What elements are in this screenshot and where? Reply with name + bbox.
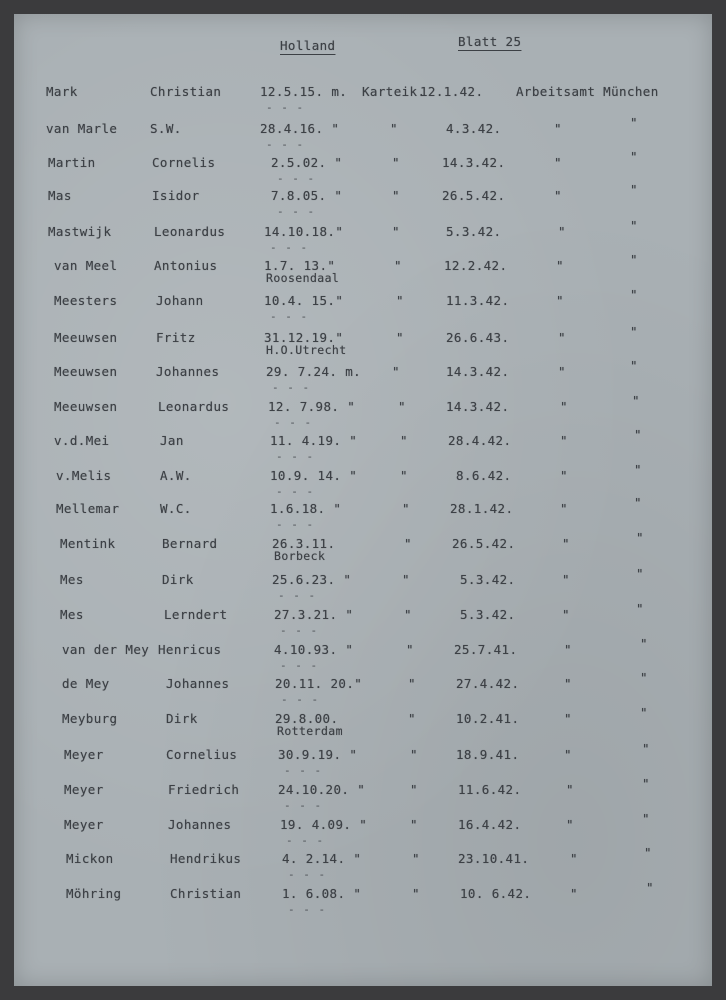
row-surname: Mes	[60, 572, 84, 587]
row-source: "	[392, 364, 400, 379]
row-birth: 19. 4.09. "	[280, 817, 368, 832]
birthdate-underline-mark: - - -	[278, 589, 317, 602]
birthdate-underline-mark: - - -	[272, 381, 311, 394]
row-office-ditto: "	[634, 495, 642, 510]
row-office: "	[560, 433, 568, 448]
row-surname: van Meel	[54, 258, 118, 273]
row-source: "	[402, 572, 410, 587]
row-given: Henricus	[158, 642, 222, 657]
row-surname: Meyer	[64, 782, 104, 797]
row-office-ditto: "	[630, 287, 638, 302]
row-source: "	[404, 607, 412, 622]
row-office-ditto: "	[640, 705, 648, 720]
row-given: Fritz	[156, 330, 196, 345]
row-surname: Mastwijk	[48, 224, 112, 239]
row-office-ditto: "	[640, 670, 648, 685]
row-office: "	[570, 886, 578, 901]
header-country: Holland	[280, 38, 336, 53]
row-birth: 1.6.18. "	[270, 501, 342, 516]
row-given: Christian	[170, 886, 242, 901]
row-date: 12.1.42.	[420, 84, 484, 99]
row-surname: Mellemar	[56, 501, 120, 516]
row-date: 10. 6.42.	[460, 886, 532, 901]
row-office-ditto: "	[630, 218, 638, 233]
row-source: Karteik.	[362, 84, 426, 99]
row-given: S.W.	[150, 121, 182, 136]
row-birth: 10.4. 15."	[264, 293, 344, 308]
birthdate-underline-mark: - - -	[277, 205, 316, 218]
row-birth: 29. 7.24. m.	[266, 364, 362, 379]
row-surname: Möhring	[66, 886, 122, 901]
row-date: 5.3.42.	[460, 607, 516, 622]
row-birth: 12.5.15. m.	[260, 84, 348, 99]
row-birth: 27.3.21. "	[274, 607, 354, 622]
row-office: "	[564, 642, 572, 657]
birthdate-underline-mark: - - -	[284, 799, 323, 812]
row-surname: Martin	[48, 155, 96, 170]
row-office: "	[556, 258, 564, 273]
row-birth: 30.9.19. "	[278, 747, 358, 762]
row-birth: 26.3.11.	[272, 536, 336, 551]
row-office: "	[554, 188, 562, 203]
row-source: "	[390, 121, 398, 136]
row-office-ditto: "	[630, 252, 638, 267]
row-birthplace: Borbeck	[274, 549, 326, 563]
row-source: "	[400, 433, 408, 448]
row-office-ditto: "	[642, 811, 650, 826]
row-office: "	[570, 851, 578, 866]
row-birth: 4. 2.14. "	[282, 851, 362, 866]
row-given: Johann	[156, 293, 204, 308]
row-source: "	[394, 258, 402, 273]
row-date: 14.3.42.	[442, 155, 506, 170]
row-office: "	[562, 572, 570, 587]
row-source: "	[408, 711, 416, 726]
birthdate-underline-mark: - - -	[266, 138, 305, 151]
row-office: "	[562, 536, 570, 551]
row-office-ditto: "	[630, 115, 638, 130]
row-given: Antonius	[154, 258, 218, 273]
row-source: "	[392, 155, 400, 170]
row-source: "	[404, 536, 412, 551]
row-date: 26.5.42.	[442, 188, 506, 203]
row-birth: 14.10.18."	[264, 224, 344, 239]
row-given: Johannes	[156, 364, 220, 379]
row-office: "	[554, 155, 562, 170]
row-given: W.C.	[160, 501, 192, 516]
row-date: 26.5.42.	[452, 536, 516, 551]
row-date: 12.2.42.	[444, 258, 508, 273]
row-surname: van der Mey	[62, 642, 150, 657]
header-sheet: Blatt 25	[458, 34, 522, 49]
row-office-ditto: "	[630, 358, 638, 373]
row-surname: Mark	[46, 84, 78, 99]
row-source: "	[402, 501, 410, 516]
row-birth: 29.8.00.	[275, 711, 339, 726]
row-source: "	[398, 399, 406, 414]
row-given: Leonardus	[154, 224, 226, 239]
birthdate-underline-mark: - - -	[276, 485, 315, 498]
row-source: "	[392, 188, 400, 203]
row-source: "	[396, 293, 404, 308]
row-surname: Meeuwsen	[54, 399, 118, 414]
row-given: Leonardus	[158, 399, 230, 414]
row-birth: 11. 4.19. "	[270, 433, 358, 448]
row-office-ditto: "	[642, 741, 650, 756]
row-surname: Mickon	[66, 851, 114, 866]
row-surname: Meyburg	[62, 711, 118, 726]
row-office: Arbeitsamt München	[516, 84, 659, 99]
birthdate-underline-mark: - - -	[276, 518, 315, 531]
row-source: "	[408, 676, 416, 691]
row-office-ditto: "	[640, 636, 648, 651]
row-given: Cornelis	[152, 155, 216, 170]
row-date: 11.3.42.	[446, 293, 510, 308]
row-office: "	[554, 121, 562, 136]
row-office: "	[556, 293, 564, 308]
birthdate-underline-mark: - - -	[286, 834, 325, 847]
row-surname: Meeuwsen	[54, 330, 118, 345]
row-date: 10.2.41.	[456, 711, 520, 726]
row-office-ditto: "	[636, 601, 644, 616]
birthdate-underline-mark: - - -	[280, 624, 319, 637]
row-date: 14.3.42.	[446, 399, 510, 414]
row-source: "	[410, 747, 418, 762]
row-office-ditto: "	[630, 182, 638, 197]
row-office: "	[566, 817, 574, 832]
row-date: 4.3.42.	[446, 121, 502, 136]
row-date: 5.3.42.	[446, 224, 502, 239]
row-given: Friedrich	[168, 782, 240, 797]
row-date: 5.3.42.	[460, 572, 516, 587]
row-office-ditto: "	[630, 324, 638, 339]
row-office-ditto: "	[636, 566, 644, 581]
row-office: "	[564, 747, 572, 762]
row-source: "	[396, 330, 404, 345]
row-surname: v.d.Mei	[54, 433, 110, 448]
row-office-ditto: "	[636, 530, 644, 545]
row-surname: Meeuwsen	[54, 364, 118, 379]
birthdate-underline-mark: - - -	[266, 101, 305, 114]
row-office: "	[558, 224, 566, 239]
row-date: 16.4.42.	[458, 817, 522, 832]
row-office-ditto: "	[634, 427, 642, 442]
birthdate-underline-mark: - - -	[274, 416, 313, 429]
row-given: Christian	[150, 84, 222, 99]
row-given: Bernard	[162, 536, 218, 551]
row-birth: 1.7. 13."	[264, 258, 336, 273]
row-surname: Meesters	[54, 293, 118, 308]
row-surname: van Marle	[46, 121, 118, 136]
row-surname: Meyer	[64, 817, 104, 832]
row-date: 23.10.41.	[458, 851, 530, 866]
row-birth: 24.10.20. "	[278, 782, 366, 797]
row-surname: Meyer	[64, 747, 104, 762]
row-surname: v.Melis	[56, 468, 112, 483]
birthdate-underline-mark: - - -	[277, 172, 316, 185]
row-office: "	[564, 676, 572, 691]
row-office-ditto: "	[632, 393, 640, 408]
row-date: 11.6.42.	[458, 782, 522, 797]
row-birth: 20.11. 20."	[275, 676, 363, 691]
row-given: Dirk	[162, 572, 194, 587]
row-birth: 4.10.93. "	[274, 642, 354, 657]
row-date: 25.7.41.	[454, 642, 518, 657]
row-given: Johannes	[166, 676, 230, 691]
row-given: A.W.	[160, 468, 192, 483]
row-date: 26.6.43.	[446, 330, 510, 345]
row-office: "	[560, 468, 568, 483]
row-office: "	[566, 782, 574, 797]
birthdate-underline-mark: - - -	[281, 693, 320, 706]
row-source: "	[412, 851, 420, 866]
row-date: 14.3.42.	[446, 364, 510, 379]
row-office-ditto: "	[642, 776, 650, 791]
row-office-ditto: "	[634, 462, 642, 477]
birthdate-underline-mark: - - -	[270, 310, 309, 323]
row-birth: 12. 7.98. "	[268, 399, 356, 414]
row-date: 27.4.42.	[456, 676, 520, 691]
row-source: "	[406, 642, 414, 657]
row-office: "	[560, 399, 568, 414]
row-birth: 1. 6.08. "	[282, 886, 362, 901]
birthdate-underline-mark: - - -	[270, 241, 309, 254]
row-surname: Mentink	[60, 536, 116, 551]
document-page	[14, 14, 712, 986]
birthdate-underline-mark: - - -	[284, 764, 323, 777]
row-office-ditto: "	[644, 845, 652, 860]
row-birth: 28.4.16. "	[260, 121, 340, 136]
row-office-ditto: "	[646, 880, 654, 895]
birthdate-underline-mark: - - -	[288, 903, 327, 916]
row-birthplace: Rotterdam	[277, 724, 343, 738]
row-office: "	[560, 501, 568, 516]
row-surname: Mes	[60, 607, 84, 622]
birthdate-underline-mark: - - -	[288, 868, 327, 881]
row-office: "	[558, 364, 566, 379]
row-given: Johannes	[168, 817, 232, 832]
row-surname: Mas	[48, 188, 72, 203]
row-source: "	[392, 224, 400, 239]
row-birth: 31.12.19."	[264, 330, 344, 345]
row-date: 28.1.42.	[450, 501, 514, 516]
row-source: "	[412, 886, 420, 901]
row-given: Hendrikus	[170, 851, 242, 866]
row-date: 28.4.42.	[448, 433, 512, 448]
row-date: 8.6.42.	[456, 468, 512, 483]
row-date: 18.9.41.	[456, 747, 520, 762]
row-office: "	[564, 711, 572, 726]
row-given: Cornelius	[166, 747, 238, 762]
row-source: "	[410, 782, 418, 797]
row-birth: 7.8.05. "	[271, 188, 343, 203]
row-office: "	[558, 330, 566, 345]
row-source: "	[410, 817, 418, 832]
row-birthplace: Roosendaal	[266, 271, 340, 285]
row-given: Lerndert	[164, 607, 228, 622]
birthdate-underline-mark: - - -	[280, 659, 319, 672]
row-office-ditto: "	[630, 149, 638, 164]
row-given: Jan	[160, 433, 184, 448]
row-given: Isidor	[152, 188, 200, 203]
row-source: "	[400, 468, 408, 483]
row-birthplace: H.O.Utrecht	[266, 343, 347, 357]
row-surname: de Mey	[62, 676, 110, 691]
row-birth: 10.9. 14. "	[270, 468, 358, 483]
birthdate-underline-mark: - - -	[276, 450, 315, 463]
row-given: Dirk	[166, 711, 198, 726]
row-birth: 25.6.23. "	[272, 572, 352, 587]
row-office: "	[562, 607, 570, 622]
row-birth: 2.5.02. "	[271, 155, 343, 170]
